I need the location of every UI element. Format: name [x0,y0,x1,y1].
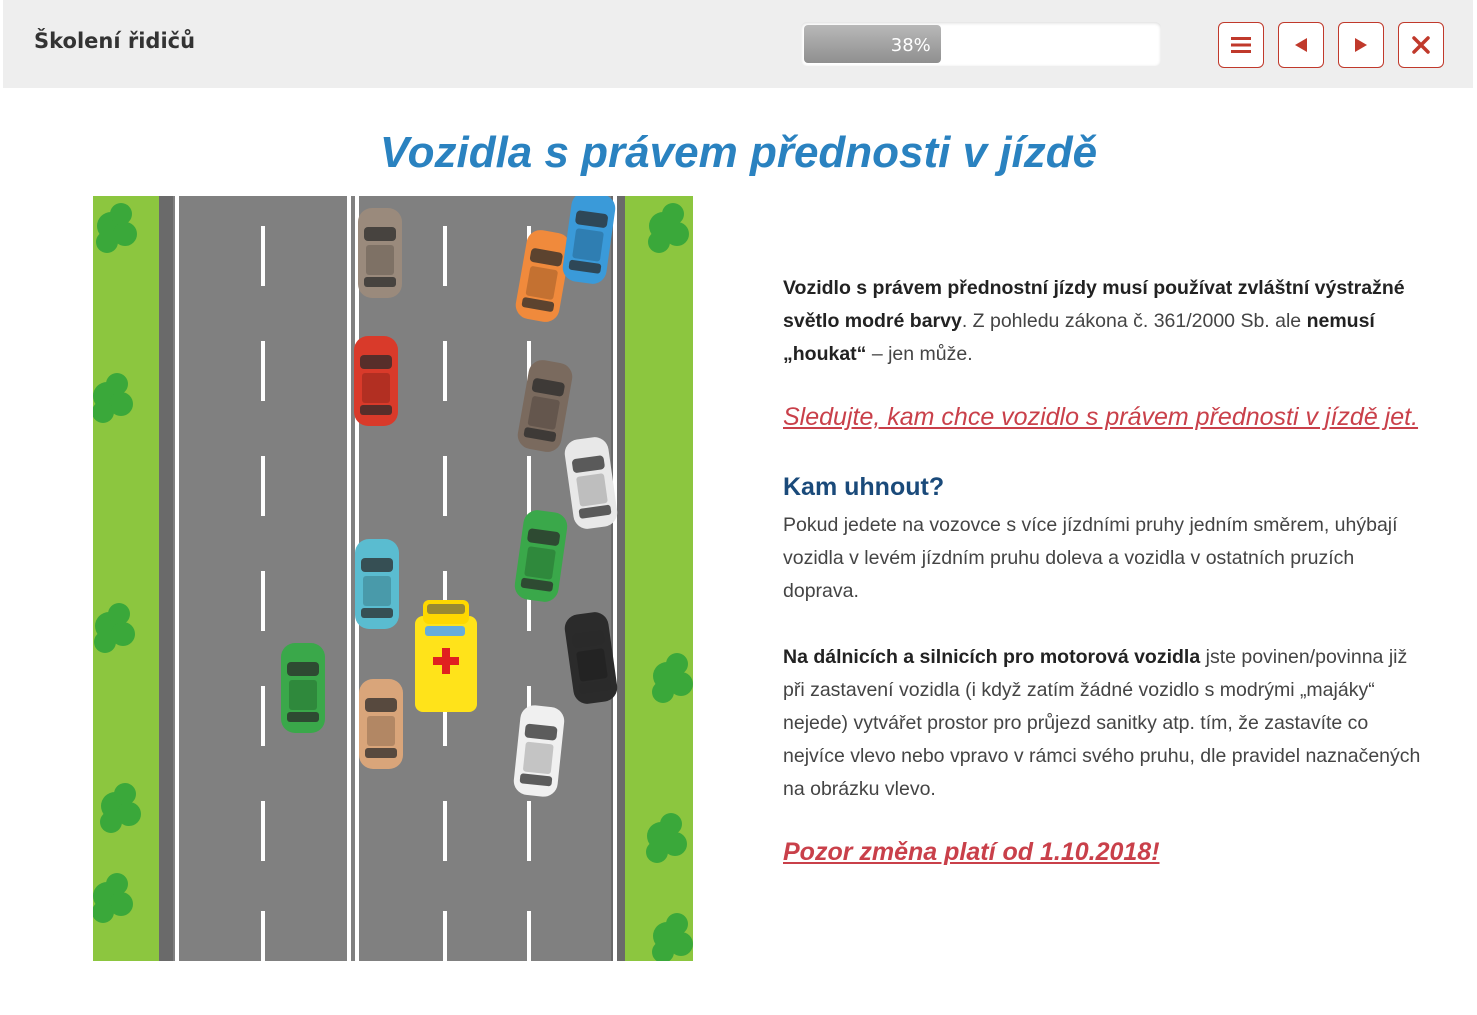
section-heading: Kam uhnout? [783,473,945,501]
change-notice-link[interactable]: Pozor změna platí od 1.10.2018! [783,838,1160,866]
close-button[interactable] [1398,22,1444,68]
previous-button[interactable] [1278,22,1324,68]
close-icon [1412,36,1430,54]
previous-icon [1293,37,1309,53]
app-title: Školení řidičů [34,29,196,53]
intro-text-1: . Z pohledu zákona č. 361/2000 Sb. ale [961,310,1307,332]
progress-bar [801,22,1161,66]
progress-fill [804,25,941,63]
next-button[interactable] [1338,22,1384,68]
progress-label: 38% [890,35,931,56]
intro-text-2: – jen může. [866,343,973,365]
highway-rule-paragraph [783,641,1423,806]
road-illustration [93,196,693,961]
top-bar [3,0,1473,88]
content-panel [783,272,1423,869]
intro-bold-1: Vozidlo s právem přednostní jízdy musí používat zvláštní výstražné světlo modré barvy [783,277,1405,332]
menu-button[interactable] [1218,22,1264,68]
intro-paragraph [783,272,1423,371]
watch-vehicle-link[interactable]: Sledujte, kam chce vozidlo s právem přednosti v jízdě jet. [783,403,1419,431]
next-icon [1353,37,1369,53]
highway-rule-bold: Na dálnicích a silnicích pro motorová vozidla [783,646,1201,668]
ambulance [415,600,477,712]
menu-icon [1231,36,1251,54]
highway-rule-text: jste povinen/povinna již při zastavení vozidla (i když zatím žádné vozidlo s modrými „majáky“ nejede) vytvářet prostor pro průjezd sanitky atp. tím, že zastavíte co nejvíce vlevo nebo vpravo v rámci svého pruhu, dle pravidel naznačených na obrázku vlevo. [783,646,1421,800]
intro-bold-2: nemusí „houkat“ [783,310,1375,365]
page-title: Vozidla s právem přednosti v jízdě [379,128,1098,177]
lane-rule-paragraph: Pokud jedete na vozovce s více jízdními pruhy jedním směrem, uhýbají vozidla v levém jízdním pruhu doleva a vozidla v ostatních pruzích doprava. [783,514,1398,602]
